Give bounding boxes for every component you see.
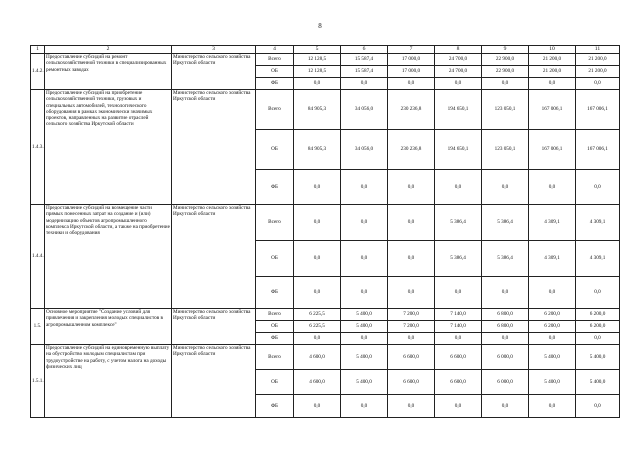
funding-source-label: ФБ bbox=[256, 170, 294, 205]
funding-source-label: ОБ bbox=[256, 66, 294, 78]
amount-cell: 5 400,0 bbox=[341, 321, 388, 333]
amount-cell: 0,0 bbox=[294, 395, 341, 418]
executor: Министерство сельского хозяйства Иркутской области bbox=[172, 54, 256, 90]
amount-cell: 0,0 bbox=[341, 395, 388, 418]
amount-cell: 6 000,0 bbox=[482, 345, 529, 370]
amount-cell: 15 587,4 bbox=[341, 66, 388, 78]
amount-cell: 4 600,0 bbox=[294, 370, 341, 395]
amount-cell: 5 400,0 bbox=[576, 370, 620, 395]
funding-source-label: Всего bbox=[256, 345, 294, 370]
executor: Министерство сельского хозяйства Иркутской области bbox=[172, 90, 256, 205]
funding-source-label: Всего bbox=[256, 309, 294, 321]
amount-cell: 0,0 bbox=[294, 170, 341, 205]
funding-source-label: ОБ bbox=[256, 370, 294, 395]
amount-cell: 0,0 bbox=[294, 277, 341, 309]
amount-cell: 0,0 bbox=[294, 205, 341, 241]
amount-cell: 0,0 bbox=[294, 78, 341, 90]
amount-cell: 0,0 bbox=[435, 277, 482, 309]
measure-title: Основное мероприятие "Создание условий для привлечения и закрепления молодых специалистов в агропромышленном комплексе" bbox=[45, 309, 172, 345]
amount-cell: 4 309,1 bbox=[529, 241, 576, 277]
amount-cell: 167 006,1 bbox=[529, 130, 576, 170]
funding-source-label: ФБ bbox=[256, 333, 294, 345]
amount-cell: 24 700,0 bbox=[435, 54, 482, 66]
amount-cell: 0,0 bbox=[482, 78, 529, 90]
amount-cell: 0,0 bbox=[576, 395, 620, 418]
amount-cell: 0,0 bbox=[529, 78, 576, 90]
amount-cell: 84 905,3 bbox=[294, 90, 341, 130]
table-row bbox=[31, 205, 620, 241]
amount-cell: 5 386,4 bbox=[435, 205, 482, 241]
funding-source-label: Всего bbox=[256, 90, 294, 130]
amount-cell: 5 400,0 bbox=[341, 345, 388, 370]
amount-cell: 0,0 bbox=[529, 277, 576, 309]
measure-title: Предоставление субсидий на возмещение части прямых понесенных затрат на создание и (или) модернизацию объектов агропромышленного комплекса Иркутской области, а также на приобретение техники и оборудования bbox=[45, 205, 172, 309]
amount-cell: 0,0 bbox=[341, 241, 388, 277]
amount-cell: 7 140,0 bbox=[435, 309, 482, 321]
amount-cell: 22 900,0 bbox=[482, 66, 529, 78]
amount-cell: 123 050,1 bbox=[482, 90, 529, 130]
amount-cell: 7 200,0 bbox=[388, 321, 435, 333]
header-col-10: 10 bbox=[529, 46, 576, 54]
amount-cell: 6 200,0 bbox=[576, 321, 620, 333]
amount-cell: 0,0 bbox=[341, 333, 388, 345]
header-row bbox=[31, 46, 620, 54]
funding-source-label: Всего bbox=[256, 54, 294, 66]
amount-cell: 0,0 bbox=[435, 170, 482, 205]
amount-cell: 84 905,3 bbox=[294, 130, 341, 170]
amount-cell: 6 600,0 bbox=[435, 345, 482, 370]
header-col-9: 9 bbox=[482, 46, 529, 54]
table-row bbox=[31, 345, 620, 370]
row-number: 1.4.2. bbox=[31, 54, 45, 90]
amount-cell: 0,0 bbox=[388, 205, 435, 241]
amount-cell: 0,0 bbox=[388, 333, 435, 345]
amount-cell: 0,0 bbox=[529, 170, 576, 205]
amount-cell: 5 400,0 bbox=[341, 309, 388, 321]
amount-cell: 0,0 bbox=[388, 395, 435, 418]
amount-cell: 21 200,0 bbox=[529, 66, 576, 78]
funding-source-label: ОБ bbox=[256, 130, 294, 170]
amount-cell: 5 400,0 bbox=[529, 370, 576, 395]
amount-cell: 6 600,0 bbox=[435, 370, 482, 395]
amount-cell: 0,0 bbox=[529, 333, 576, 345]
amount-cell: 230 236,8 bbox=[388, 90, 435, 130]
amount-cell: 4 309,1 bbox=[529, 205, 576, 241]
amount-cell: 12 128,5 bbox=[294, 54, 341, 66]
header-col-5: 5 bbox=[294, 46, 341, 54]
header-col-4: 4 bbox=[256, 46, 294, 54]
table-row bbox=[31, 54, 620, 66]
amount-cell: 6 800,0 bbox=[482, 321, 529, 333]
amount-cell: 5 386,4 bbox=[482, 205, 529, 241]
row-number: 1.4.4. bbox=[31, 205, 45, 309]
funding-source-label: ФБ bbox=[256, 277, 294, 309]
amount-cell: 4 600,0 bbox=[294, 345, 341, 370]
amount-cell: 230 236,8 bbox=[388, 130, 435, 170]
row-number: 1.5.1. bbox=[31, 345, 45, 418]
funding-source-label: ФБ bbox=[256, 78, 294, 90]
amount-cell: 17 000,0 bbox=[388, 54, 435, 66]
funding-source-label: ОБ bbox=[256, 321, 294, 333]
budget-table bbox=[30, 45, 620, 418]
amount-cell: 0,0 bbox=[341, 205, 388, 241]
amount-cell: 0,0 bbox=[388, 241, 435, 277]
amount-cell: 17 000,0 bbox=[388, 66, 435, 78]
amount-cell: 5 386,4 bbox=[435, 241, 482, 277]
amount-cell: 15 587,4 bbox=[341, 54, 388, 66]
amount-cell: 123 050,1 bbox=[482, 130, 529, 170]
amount-cell: 0,0 bbox=[435, 395, 482, 418]
amount-cell: 0,0 bbox=[388, 170, 435, 205]
amount-cell: 5 400,0 bbox=[341, 370, 388, 395]
amount-cell: 0,0 bbox=[341, 170, 388, 205]
amount-cell: 194 650,1 bbox=[435, 90, 482, 130]
amount-cell: 12 128,5 bbox=[294, 66, 341, 78]
amount-cell: 0,0 bbox=[576, 277, 620, 309]
amount-cell: 0,0 bbox=[482, 170, 529, 205]
measure-title: Предоставление субсидий на единовременную выплату на обустройство молодым специалистам при трудоустройстве на работу, с учетом налога на доходы физических лиц bbox=[45, 345, 172, 418]
table-row bbox=[31, 90, 620, 130]
amount-cell: 0,0 bbox=[388, 78, 435, 90]
amount-cell: 6 200,0 bbox=[529, 321, 576, 333]
amount-cell: 22 900,0 bbox=[482, 54, 529, 66]
amount-cell: 194 650,1 bbox=[435, 130, 482, 170]
amount-cell: 6 600,0 bbox=[388, 345, 435, 370]
amount-cell: 6 800,0 bbox=[482, 309, 529, 321]
amount-cell: 4 309,1 bbox=[576, 241, 620, 277]
amount-cell: 6 200,0 bbox=[576, 309, 620, 321]
amount-cell: 6 225,5 bbox=[294, 321, 341, 333]
amount-cell: 0,0 bbox=[529, 395, 576, 418]
amount-cell: 6 600,0 bbox=[388, 370, 435, 395]
table-row bbox=[31, 309, 620, 321]
header-col-7: 7 bbox=[388, 46, 435, 54]
amount-cell: 0,0 bbox=[576, 78, 620, 90]
header-col-2: 2 bbox=[45, 46, 172, 54]
header-col-1: 1 bbox=[31, 46, 45, 54]
amount-cell: 0,0 bbox=[294, 333, 341, 345]
amount-cell: 21 200,0 bbox=[529, 54, 576, 66]
amount-cell: 0,0 bbox=[576, 333, 620, 345]
amount-cell: 167 006,1 bbox=[529, 90, 576, 130]
measure-title: Предоставление субсидий на приобретение сельскохозяйственной техники, грузовых и специальных автомобилей, технологического оборудования в рамках экономически значимых проектов, направленных на развитие отраслей сельского хозяйства Иркутской области bbox=[45, 90, 172, 205]
amount-cell: 0,0 bbox=[482, 277, 529, 309]
header-col-6: 6 bbox=[341, 46, 388, 54]
amount-cell: 0,0 bbox=[482, 395, 529, 418]
amount-cell: 167 006,1 bbox=[576, 130, 620, 170]
amount-cell: 21 200,0 bbox=[576, 54, 620, 66]
amount-cell: 0,0 bbox=[435, 78, 482, 90]
amount-cell: 0,0 bbox=[294, 241, 341, 277]
executor: Министерство сельского хозяйства Иркутской области bbox=[172, 205, 256, 309]
amount-cell: 5 386,4 bbox=[482, 241, 529, 277]
measure-title: Предоставление субсидий на ремонт сельскохозяйственной техники в специализированных ремонтных заводах bbox=[45, 54, 172, 90]
amount-cell: 7 140,0 bbox=[435, 321, 482, 333]
header-col-11: 11 bbox=[576, 46, 620, 54]
funding-source-label: ФБ bbox=[256, 395, 294, 418]
amount-cell: 34 056,0 bbox=[341, 130, 388, 170]
amount-cell: 5 400,0 bbox=[529, 345, 576, 370]
funding-source-label: ОБ bbox=[256, 241, 294, 277]
amount-cell: 0,0 bbox=[388, 277, 435, 309]
row-number: 1.4.3. bbox=[31, 90, 45, 205]
amount-cell: 5 400,0 bbox=[576, 345, 620, 370]
amount-cell: 0,0 bbox=[341, 78, 388, 90]
amount-cell: 167 006,1 bbox=[576, 90, 620, 130]
amount-cell: 24 700,0 bbox=[435, 66, 482, 78]
amount-cell: 4 309,1 bbox=[576, 205, 620, 241]
header-col-8: 8 bbox=[435, 46, 482, 54]
amount-cell: 0,0 bbox=[435, 333, 482, 345]
page-number: 8 bbox=[318, 22, 322, 30]
amount-cell: 6 000,0 bbox=[482, 370, 529, 395]
header-col-3: 3 bbox=[172, 46, 256, 54]
amount-cell: 0,0 bbox=[576, 170, 620, 205]
amount-cell: 21 200,0 bbox=[576, 66, 620, 78]
amount-cell: 34 056,0 bbox=[341, 90, 388, 130]
amount-cell: 0,0 bbox=[341, 277, 388, 309]
amount-cell: 0,0 bbox=[482, 333, 529, 345]
executor: Министерство сельского хозяйства Иркутской области bbox=[172, 345, 256, 418]
amount-cell: 7 200,0 bbox=[388, 309, 435, 321]
amount-cell: 6 200,0 bbox=[529, 309, 576, 321]
row-number: 1.5. bbox=[31, 309, 45, 345]
funding-source-label: Всего bbox=[256, 205, 294, 241]
amount-cell: 6 225,5 bbox=[294, 309, 341, 321]
executor: Министерство сельского хозяйства Иркутской области bbox=[172, 309, 256, 345]
